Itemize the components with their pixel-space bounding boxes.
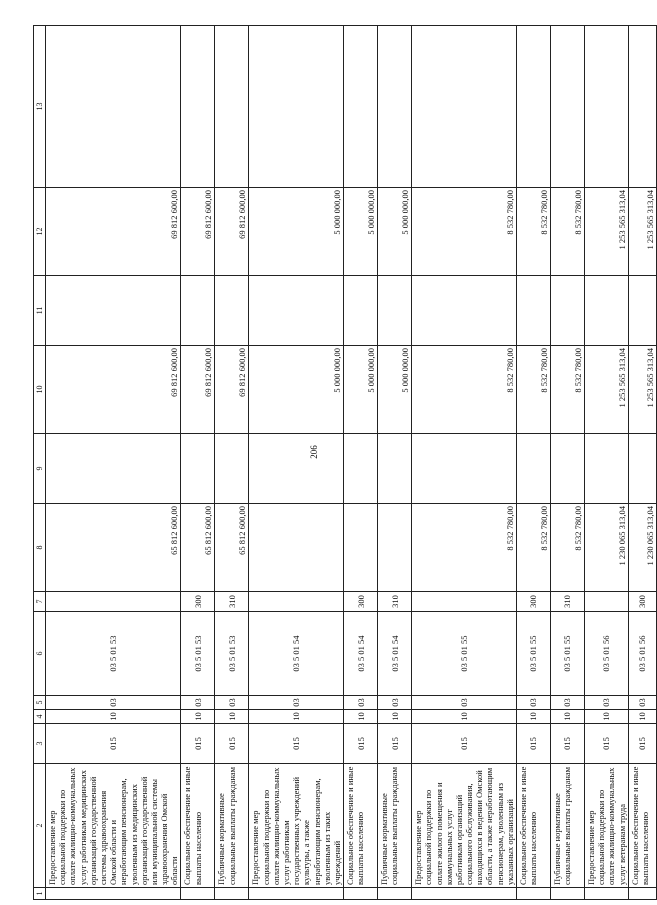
row-description: Социальное обеспечение и иные выплаты населению <box>628 764 656 888</box>
row-number-cell <box>628 888 656 900</box>
col-num-3: 3 <box>34 724 46 764</box>
row-number-cell <box>412 888 517 900</box>
cell-c4: 10 <box>412 710 517 724</box>
col-num-8: 8 <box>34 504 46 592</box>
cell-c3: 015 <box>215 724 249 764</box>
cell-c11 <box>344 276 378 346</box>
row-number-cell <box>344 888 378 900</box>
cell-c11 <box>517 276 551 346</box>
rotated-document-page <box>33 40 655 900</box>
table-row <box>628 26 656 900</box>
cell-c4: 10 <box>249 710 344 724</box>
cell-c10: 5 000 000,00 <box>378 346 412 434</box>
cell-c7: 300 <box>517 592 551 612</box>
cell-c8 <box>344 504 378 592</box>
col-num-5: 5 <box>34 696 46 710</box>
col-num-4: 4 <box>34 710 46 724</box>
cell-c12: 5 000 000,00 <box>249 188 344 276</box>
cell-c6: 03 5 01 54 <box>249 612 344 696</box>
cell-c4: 10 <box>46 710 181 724</box>
cell-c6: 03 5 01 53 <box>215 612 249 696</box>
cell-c8: 1 230 065 313,04 <box>585 504 629 592</box>
cell-c5: 03 <box>215 696 249 710</box>
cell-c9 <box>412 434 517 504</box>
table-row <box>412 26 517 900</box>
cell-c3: 015 <box>585 724 629 764</box>
col-num-11: 11 <box>34 276 46 346</box>
col-num-1: 1 <box>34 888 46 900</box>
row-description: Предоставление мер социальной поддержки по оплате жилого помещения и коммунальных услуг работникам организаций социального обслуживания, находящихся в ведении Омской области, а также неработающим пенсионерам, уволенным из указанных организаций <box>412 764 517 888</box>
row-number-cell <box>46 888 181 900</box>
cell-c12: 69 812 600,00 <box>46 188 181 276</box>
cell-c11 <box>628 276 656 346</box>
cell-c8: 65 812 600,00 <box>46 504 181 592</box>
cell-c4: 10 <box>628 710 656 724</box>
cell-c7: 310 <box>551 592 585 612</box>
cell-c7 <box>412 592 517 612</box>
cell-c13 <box>215 26 249 188</box>
table-row <box>249 26 344 900</box>
row-number-cell <box>585 888 629 900</box>
cell-c12: 8 532 780,00 <box>517 188 551 276</box>
cell-c13 <box>46 26 181 188</box>
cell-c10: 8 532 780,00 <box>412 346 517 434</box>
cell-c3: 015 <box>517 724 551 764</box>
column-number-row <box>34 26 46 900</box>
cell-c4: 10 <box>551 710 585 724</box>
table-row <box>181 26 215 900</box>
cell-c13 <box>517 26 551 188</box>
row-description: Публичные нормативные социальные выплаты гражданам <box>215 764 249 888</box>
cell-c11 <box>249 276 344 346</box>
cell-c3: 015 <box>181 724 215 764</box>
cell-c9 <box>628 434 656 504</box>
cell-c6: 03 5 01 55 <box>517 612 551 696</box>
cell-c12: 69 812 600,00 <box>215 188 249 276</box>
cell-c9 <box>551 434 585 504</box>
cell-c10: 69 812 600,00 <box>46 346 181 434</box>
table-row <box>46 26 181 900</box>
cell-c10: 69 812 600,00 <box>181 346 215 434</box>
col-num-6: 6 <box>34 612 46 696</box>
cell-c7 <box>585 592 629 612</box>
row-number-cell <box>215 888 249 900</box>
cell-c11 <box>585 276 629 346</box>
cell-c8 <box>249 504 344 592</box>
cell-c12: 1 253 565 313,04 <box>628 188 656 276</box>
cell-c10: 8 532 780,00 <box>517 346 551 434</box>
cell-c5: 03 <box>344 696 378 710</box>
cell-c12: 69 812 600,00 <box>181 188 215 276</box>
cell-c10: 8 532 780,00 <box>551 346 585 434</box>
cell-c8: 8 532 780,00 <box>517 504 551 592</box>
cell-c3: 015 <box>628 724 656 764</box>
cell-c7: 310 <box>378 592 412 612</box>
row-number-cell <box>181 888 215 900</box>
cell-c9 <box>46 434 181 504</box>
cell-c7: 300 <box>181 592 215 612</box>
cell-c6: 03 5 01 54 <box>344 612 378 696</box>
cell-c5: 03 <box>412 696 517 710</box>
cell-c4: 10 <box>585 710 629 724</box>
cell-c8: 65 812 600,00 <box>181 504 215 592</box>
cell-c9 <box>585 434 629 504</box>
cell-c9 <box>249 434 344 504</box>
cell-c13 <box>551 26 585 188</box>
cell-c9 <box>181 434 215 504</box>
cell-c10: 69 812 600,00 <box>215 346 249 434</box>
table-row <box>585 26 629 900</box>
row-description: Социальное обеспечение и иные выплаты населению <box>181 764 215 888</box>
cell-c3: 015 <box>249 724 344 764</box>
budget-table <box>33 25 657 900</box>
cell-c6: 03 5 01 55 <box>412 612 517 696</box>
page-number: 206 <box>309 445 319 459</box>
table-body <box>34 26 657 900</box>
cell-c13 <box>412 26 517 188</box>
cell-c5: 03 <box>46 696 181 710</box>
table-row <box>344 26 378 900</box>
row-number-cell <box>517 888 551 900</box>
col-num-13: 13 <box>34 26 46 188</box>
table-row <box>215 26 249 900</box>
table-row <box>378 26 412 900</box>
row-description: Публичные нормативные социальные выплаты гражданам <box>551 764 585 888</box>
cell-c12: 5 000 000,00 <box>344 188 378 276</box>
cell-c5: 03 <box>249 696 344 710</box>
cell-c12: 8 532 780,00 <box>551 188 585 276</box>
cell-c5: 03 <box>181 696 215 710</box>
cell-c6: 03 5 01 56 <box>628 612 656 696</box>
row-description: Предоставление мер социальной поддержки по оплате жилищно-коммунальных услуг работникам государственных учреждений культуры, а также неработающим пенсионерам, уволенным из таких учреждений <box>249 764 344 888</box>
cell-c6: 03 5 01 53 <box>46 612 181 696</box>
cell-c9 <box>215 434 249 504</box>
cell-c4: 10 <box>344 710 378 724</box>
cell-c4: 10 <box>215 710 249 724</box>
cell-c7 <box>46 592 181 612</box>
cell-c11 <box>551 276 585 346</box>
cell-c11 <box>412 276 517 346</box>
cell-c12: 5 000 000,00 <box>378 188 412 276</box>
cell-c10: 5 000 000,00 <box>344 346 378 434</box>
cell-c5: 03 <box>585 696 629 710</box>
cell-c3: 015 <box>412 724 517 764</box>
col-num-10: 10 <box>34 346 46 434</box>
row-description: Предоставление мер социальной поддержки по оплате жилищно-коммунальных услуг ветеранам труда <box>585 764 629 888</box>
cell-c9 <box>378 434 412 504</box>
col-num-7: 7 <box>34 592 46 612</box>
cell-c7: 310 <box>215 592 249 612</box>
col-num-2: 2 <box>34 764 46 888</box>
cell-c7: 300 <box>344 592 378 612</box>
cell-c3: 015 <box>46 724 181 764</box>
cell-c8: 65 812 600,00 <box>215 504 249 592</box>
cell-c13 <box>628 26 656 188</box>
cell-c9 <box>344 434 378 504</box>
cell-c12: 1 253 565 313,04 <box>585 188 629 276</box>
row-number-cell <box>249 888 344 900</box>
cell-c5: 03 <box>551 696 585 710</box>
cell-c5: 03 <box>517 696 551 710</box>
row-description: Социальное обеспечение и иные выплаты населению <box>517 764 551 888</box>
cell-c8: 8 532 780,00 <box>412 504 517 592</box>
col-num-9: 9 <box>34 434 46 504</box>
cell-c10: 1 253 565 313,04 <box>585 346 629 434</box>
cell-c5: 03 <box>378 696 412 710</box>
cell-c7: 300 <box>628 592 656 612</box>
cell-c6: 03 5 01 54 <box>378 612 412 696</box>
cell-c11 <box>215 276 249 346</box>
col-num-12: 12 <box>34 188 46 276</box>
cell-c9 <box>517 434 551 504</box>
cell-c4: 10 <box>378 710 412 724</box>
cell-c3: 015 <box>378 724 412 764</box>
cell-c6: 03 5 01 53 <box>181 612 215 696</box>
cell-c13 <box>344 26 378 188</box>
cell-c8 <box>378 504 412 592</box>
cell-c13 <box>378 26 412 188</box>
table-row <box>517 26 551 900</box>
cell-c3: 015 <box>551 724 585 764</box>
cell-c8: 8 532 780,00 <box>551 504 585 592</box>
cell-c4: 10 <box>517 710 551 724</box>
cell-c6: 03 5 01 56 <box>585 612 629 696</box>
cell-c8: 1 230 065 313,04 <box>628 504 656 592</box>
cell-c10: 5 000 000,00 <box>249 346 344 434</box>
cell-c13 <box>249 26 344 188</box>
cell-c10: 1 253 565 313,04 <box>628 346 656 434</box>
cell-c12: 8 532 780,00 <box>412 188 517 276</box>
row-description: Публичные нормативные социальные выплаты гражданам <box>378 764 412 888</box>
cell-c11 <box>378 276 412 346</box>
cell-c11 <box>181 276 215 346</box>
row-description: Предоставление мер социальной поддержки по оплате жилищно-коммунальных услуг работникам медицинских организаций государственной системы здравоохранения Омской области и неработающим пенсионерам, уволенным из медицинских организаций государственной или муниципальной системы здравоохранения Омской области <box>46 764 181 888</box>
cell-c13 <box>585 26 629 188</box>
cell-c6: 03 5 01 55 <box>551 612 585 696</box>
cell-c11 <box>46 276 181 346</box>
cell-c4: 10 <box>181 710 215 724</box>
cell-c3: 015 <box>344 724 378 764</box>
cell-c7 <box>249 592 344 612</box>
cell-c5: 03 <box>628 696 656 710</box>
row-number-cell <box>378 888 412 900</box>
table-row <box>551 26 585 900</box>
cell-c13 <box>181 26 215 188</box>
row-number-cell <box>551 888 585 900</box>
row-description: Социальное обеспечение и иные выплаты населению <box>344 764 378 888</box>
